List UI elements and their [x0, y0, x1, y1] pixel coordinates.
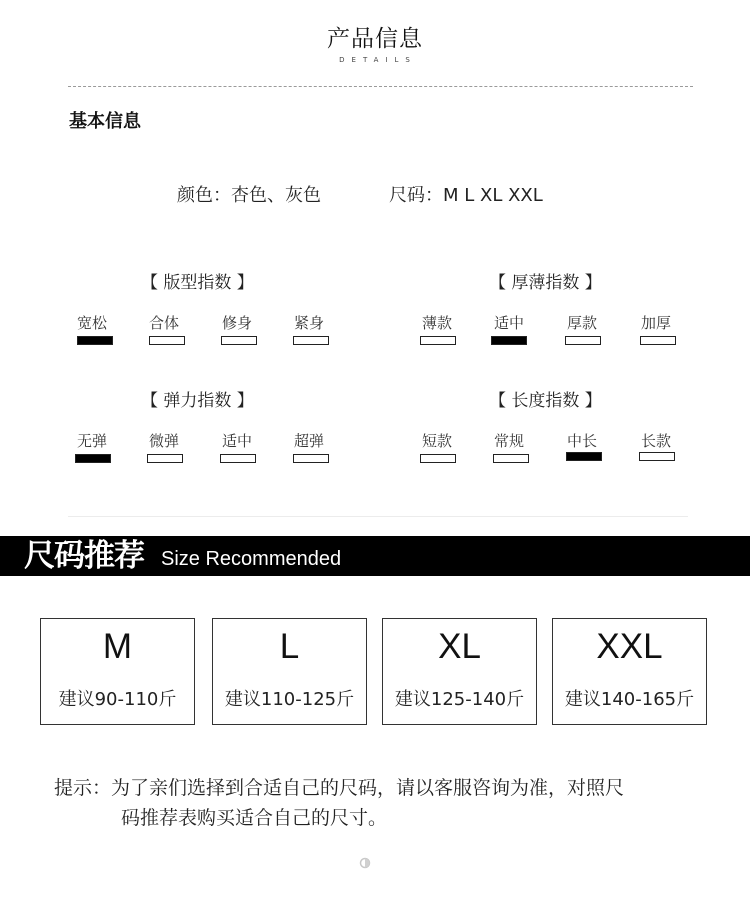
elasticity-option: 适中 — [222, 432, 253, 450]
elasticity-index-title: 【 弹力指数 】 — [141, 391, 254, 411]
elasticity-option: 超弹 — [294, 432, 325, 450]
size-card-xl — [382, 618, 537, 725]
elasticity-indicator-box — [75, 454, 111, 463]
tip-line-1: 提示：为了亲们选择到合适自己的尺码，请以客服咨询为准，对照尺 — [54, 777, 625, 799]
length-option: 中长 — [567, 432, 598, 450]
elasticity-indicator-box — [147, 454, 183, 463]
tip-line-2: 码推荐表购买适合自己的尺寸。 — [121, 807, 388, 829]
fit-option: 紧身 — [294, 314, 325, 332]
section-divider — [68, 516, 688, 517]
elasticity-option: 微弹 — [149, 432, 180, 450]
thickness-indicator-box — [640, 336, 676, 345]
weight-recommendation: 建议90-110斤 — [58, 689, 177, 710]
size-label: XXL — [596, 627, 663, 666]
size-label: M — [102, 627, 133, 666]
length-indicator-box — [420, 454, 456, 463]
size-label: L — [279, 627, 300, 666]
fit-option: 修身 — [222, 314, 253, 332]
elasticity-option: 无弹 — [77, 432, 108, 450]
fit-indicator-box — [293, 336, 329, 345]
thickness-option: 薄款 — [422, 314, 453, 332]
fit-option: 宽松 — [77, 314, 108, 332]
weight-recommendation: 建议140-165斤 — [564, 689, 695, 710]
color-info: 颜色：杏色、灰色 — [177, 185, 321, 206]
fit-indicator-box — [221, 336, 257, 345]
size-card-l — [212, 618, 367, 725]
length-indicator-box — [566, 452, 602, 461]
banner-title-en: Size Recommended — [161, 548, 342, 570]
fit-indicator-box — [149, 336, 185, 345]
weight-recommendation: 建议125-140斤 — [394, 689, 525, 710]
thickness-index-title: 【 厚薄指数 】 — [489, 273, 602, 293]
fit-option: 合体 — [149, 314, 180, 332]
length-indicator-box — [639, 452, 675, 461]
length-option: 长款 — [641, 432, 672, 450]
thickness-option: 厚款 — [567, 314, 598, 332]
size-card-xxl — [552, 618, 707, 725]
thickness-option: 适中 — [494, 314, 525, 332]
length-index-title: 【 长度指数 】 — [489, 391, 602, 411]
length-option: 短款 — [422, 432, 453, 450]
page-title: 产品信息 — [327, 26, 423, 52]
dashed-divider — [68, 86, 693, 87]
watermark-icon — [359, 857, 371, 869]
thickness-indicator-box — [565, 336, 601, 345]
fit-index-title: 【 版型指数 】 — [141, 273, 254, 293]
size-label: XL — [438, 627, 481, 666]
size-card-m — [40, 618, 195, 725]
thickness-indicator-box — [491, 336, 527, 345]
elasticity-indicator-box — [293, 454, 329, 463]
length-indicator-box — [493, 454, 529, 463]
thickness-indicator-box — [420, 336, 456, 345]
banner-title-cn: 尺码推荐 — [24, 538, 144, 574]
thickness-option: 加厚 — [641, 314, 672, 332]
basic-info-title: 基本信息 — [69, 111, 141, 132]
fit-indicator-box — [77, 336, 113, 345]
weight-recommendation: 建议110-125斤 — [224, 689, 355, 710]
size-info: 尺码：M L XL XXL — [389, 185, 543, 206]
elasticity-indicator-box — [220, 454, 256, 463]
length-option: 常规 — [494, 432, 525, 450]
page-subtitle: DETAILS — [339, 56, 417, 64]
